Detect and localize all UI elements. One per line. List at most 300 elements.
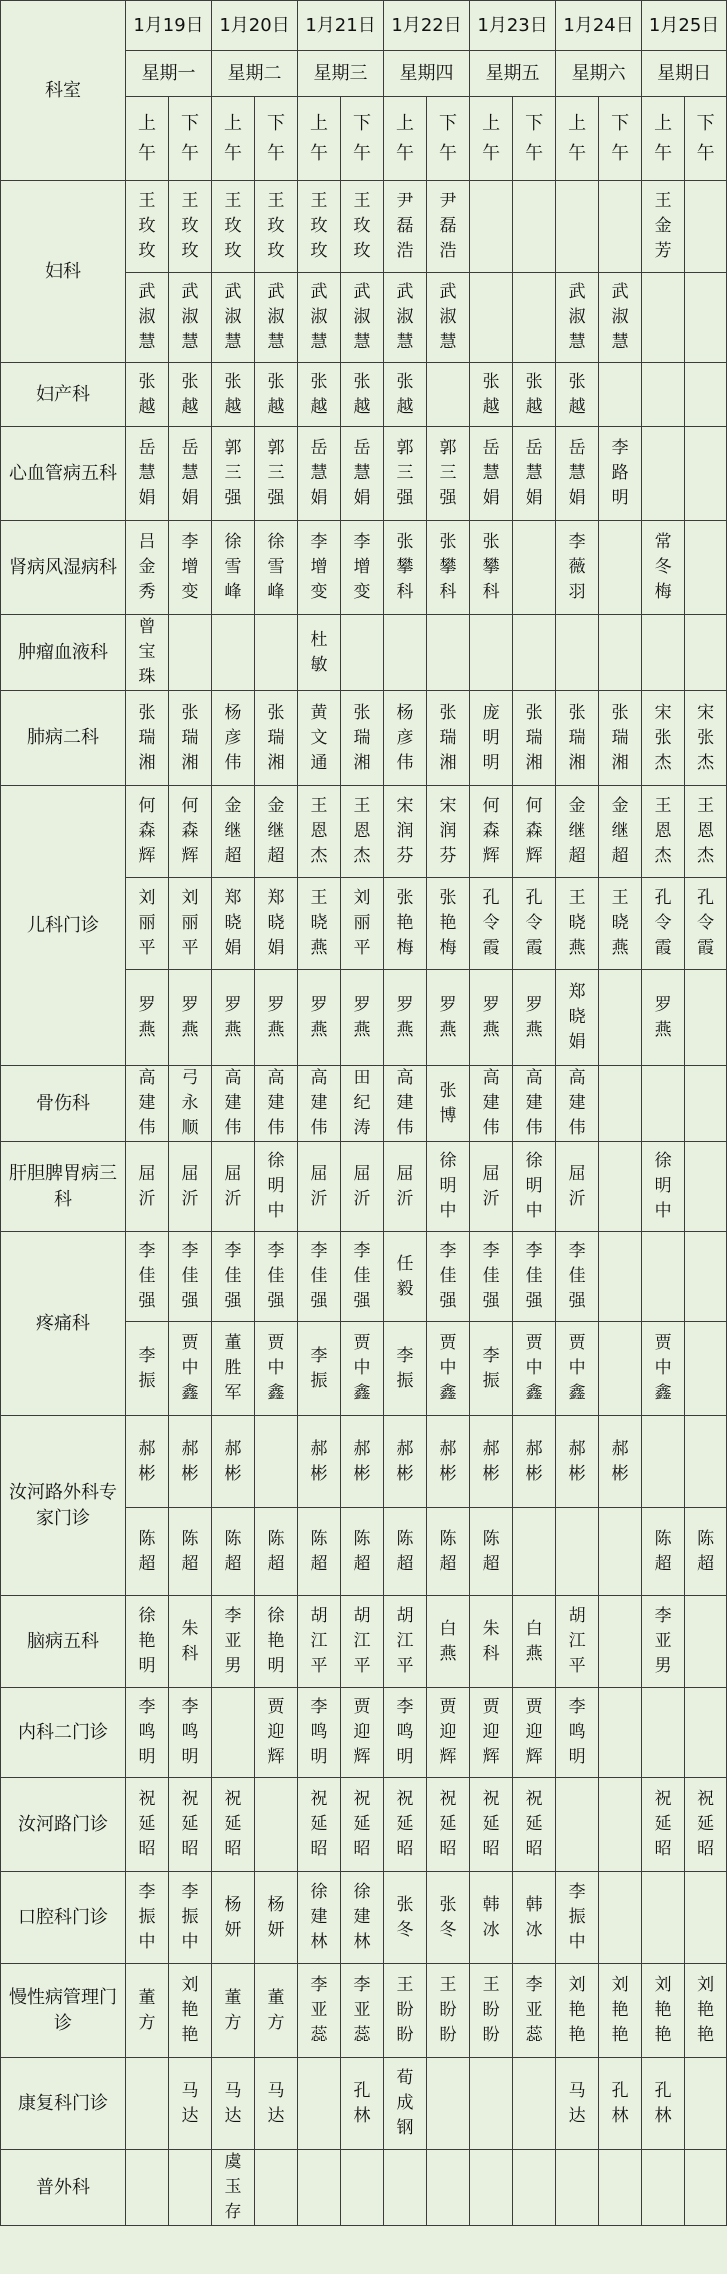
doctor-cell (556, 1508, 599, 1596)
cell-text: 岳慧娟 (310, 438, 328, 508)
cell-text: 贾迎辉 (482, 1697, 500, 1767)
cell-text: 郝彬 (439, 1438, 457, 1484)
doctor-cell (470, 363, 513, 427)
dept-row (1, 1232, 727, 1322)
cell-text: 王玫玫 (181, 191, 199, 261)
dept-name: 汝河路门诊 (1, 1778, 126, 1872)
doctor-cell (255, 878, 298, 970)
cell-text: 陈超 (697, 1528, 715, 1574)
dept-name: 康复科门诊 (1, 2058, 126, 2150)
cell-text: 刘丽平 (353, 888, 371, 958)
dept-name: 心血管病五科 (1, 427, 126, 521)
header-date-row (1, 1, 727, 51)
dept-name: 脑病五科 (1, 1596, 126, 1688)
cell-text: 李佳强 (310, 1241, 328, 1311)
cell-text: 张冬 (439, 1894, 457, 1940)
cell-text: 宋润芬 (439, 796, 457, 866)
doctor-cell (341, 1232, 384, 1322)
cell-text: 王盼盼 (439, 1975, 457, 2045)
dept-header: 科室 (1, 1, 126, 181)
doctor-cell (212, 1416, 255, 1508)
doctor-cell (169, 2058, 212, 2150)
doctor-cell (255, 273, 298, 363)
cell-text: 刘艳艳 (697, 1975, 715, 2045)
cell-text: 贾中鑫 (568, 1333, 586, 1403)
cell-text: 祝延昭 (353, 1789, 371, 1859)
cell-text: 白燕 (439, 1618, 457, 1664)
cell-text: 祝延昭 (482, 1789, 500, 1859)
cell-text: 杨彦伟 (224, 702, 242, 773)
cell-text: 下午 (611, 112, 630, 164)
doctor-cell (513, 1872, 556, 1964)
doctor-cell (341, 786, 384, 878)
doctor-cell (599, 2150, 642, 2226)
doctor-cell (298, 878, 341, 970)
cell-text: 李佳强 (525, 1241, 543, 1311)
doctor-cell (427, 1596, 470, 1688)
doctor-cell (255, 691, 298, 786)
dept-row (1, 1142, 727, 1232)
cell-text: 陈超 (138, 1528, 156, 1574)
dept-row (1, 1872, 727, 1964)
doctor-cell (470, 615, 513, 691)
doctor-cell (255, 970, 298, 1066)
cell-text: 罗燕 (181, 994, 199, 1040)
cell-text: 武淑慧 (568, 282, 586, 352)
am-header (126, 97, 169, 181)
doctor-cell (556, 1066, 599, 1142)
doctor-cell (427, 970, 470, 1066)
doctor-cell (298, 1596, 341, 1688)
date-header: 1月22日 (384, 1, 470, 51)
cell-text: 上午 (138, 112, 156, 164)
doctor-cell (427, 363, 470, 427)
cell-text: 孔林 (654, 2080, 672, 2126)
doctor-cell (341, 1416, 384, 1508)
cell-text: 贾中鑫 (654, 1333, 672, 1403)
doctor-cell (126, 1066, 169, 1142)
cell-text: 高建伟 (138, 1068, 156, 1138)
cell-text: 李路明 (611, 438, 629, 508)
cell-text: 祝延昭 (396, 1789, 414, 1859)
doctor-cell (427, 1142, 470, 1232)
doctor-cell (298, 1232, 341, 1322)
doctor-cell (255, 181, 298, 273)
doctor-cell (212, 2058, 255, 2150)
cell-text: 徐艳明 (138, 1606, 156, 1676)
cell-text: 祝延昭 (439, 1789, 457, 1859)
doctor-cell (470, 273, 513, 363)
doctor-cell (255, 1596, 298, 1688)
doctor-cell (169, 2150, 212, 2226)
doctor-cell (513, 1142, 556, 1232)
doctor-cell (556, 878, 599, 970)
doctor-cell (126, 1778, 169, 1872)
cell-text: 张冬 (396, 1894, 414, 1940)
cell-text: 朱科 (482, 1618, 500, 1664)
cell-text: 王晓燕 (310, 888, 328, 958)
cell-text: 李亚蕊 (525, 1975, 543, 2045)
cell-text: 张攀科 (439, 532, 457, 602)
doctor-cell (685, 691, 727, 786)
dept-row (1, 615, 727, 691)
doctor-cell (470, 1688, 513, 1778)
cell-text: 罗燕 (654, 994, 672, 1040)
cell-text: 陈超 (310, 1528, 328, 1574)
date-header: 1月24日 (556, 1, 642, 51)
doctor-cell (255, 427, 298, 521)
cell-text: 徐明中 (525, 1151, 543, 1221)
cell-text: 杨彦伟 (396, 702, 414, 773)
doctor-cell (169, 1322, 212, 1416)
doctor-cell (126, 1964, 169, 2058)
doctor-cell (427, 1872, 470, 1964)
cell-text: 李佳强 (482, 1241, 500, 1311)
cell-text: 张越 (138, 371, 156, 417)
doctor-cell (384, 1066, 427, 1142)
doctor-cell (599, 1142, 642, 1232)
cell-text: 徐雪峰 (224, 532, 242, 602)
cell-text: 罗燕 (396, 994, 414, 1040)
cell-text: 贾中鑫 (525, 1333, 543, 1403)
doctor-cell (556, 427, 599, 521)
cell-text: 刘艳艳 (611, 1975, 629, 2045)
cell-text: 徐建林 (353, 1882, 371, 1952)
cell-text: 李亚蕊 (353, 1975, 371, 2045)
cell-text: 高建伟 (482, 1068, 500, 1138)
cell-text: 孔令霞 (697, 888, 715, 958)
cell-text: 李亚男 (654, 1606, 672, 1676)
cell-text: 郝彬 (568, 1438, 586, 1484)
doctor-cell (126, 1596, 169, 1688)
cell-text: 张越 (267, 371, 285, 417)
doctor-cell (341, 1322, 384, 1416)
cell-text: 武淑慧 (396, 282, 414, 352)
weekday-header: 星期二 (212, 51, 298, 97)
doctor-cell (685, 970, 727, 1066)
cell-text: 李增变 (353, 532, 371, 602)
doctor-cell (556, 1778, 599, 1872)
cell-text: 胡江平 (310, 1606, 328, 1676)
dept-row (1, 1596, 727, 1688)
cell-text: 庞明明 (482, 702, 500, 773)
cell-text: 武淑慧 (439, 282, 457, 352)
doctor-cell (169, 1596, 212, 1688)
doctor-cell (599, 1964, 642, 2058)
dept-name: 妇产科 (1, 363, 126, 427)
cell-text: 张瑞湘 (611, 702, 629, 773)
cell-text: 陈超 (267, 1528, 285, 1574)
doctor-cell (427, 615, 470, 691)
doctor-cell (685, 1596, 727, 1688)
doctor-cell (513, 521, 556, 615)
cell-text: 贾迎辉 (353, 1697, 371, 1767)
cell-text: 武淑慧 (267, 282, 285, 352)
doctor-cell (513, 786, 556, 878)
doctor-cell (169, 1142, 212, 1232)
doctor-cell (685, 615, 727, 691)
doctor-cell (599, 970, 642, 1066)
doctor-cell (427, 1964, 470, 2058)
cell-text: 张博 (439, 1080, 457, 1126)
cell-text: 郝彬 (482, 1438, 500, 1484)
doctor-cell (470, 427, 513, 521)
doctor-cell (384, 1416, 427, 1508)
doctor-cell (126, 363, 169, 427)
dept-row (1, 181, 727, 273)
cell-text: 贾中鑫 (439, 1333, 457, 1403)
weekday-header: 星期一 (126, 51, 212, 97)
doctor-cell (642, 1688, 685, 1778)
cell-text: 孔令霞 (654, 888, 672, 958)
doctor-cell (599, 521, 642, 615)
doctor-cell (126, 691, 169, 786)
doctor-cell (298, 1872, 341, 1964)
date-header: 1月25日 (642, 1, 727, 51)
doctor-cell (685, 2150, 727, 2226)
cell-text: 祝延昭 (654, 1789, 672, 1859)
cell-text: 董方 (138, 1987, 156, 2033)
cell-text: 白燕 (525, 1618, 543, 1664)
cell-text: 任毅 (396, 1253, 414, 1299)
cell-text: 李振中 (568, 1882, 586, 1952)
doctor-cell (642, 1596, 685, 1688)
dept-name: 普外科 (1, 2150, 126, 2226)
doctor-cell (427, 786, 470, 878)
cell-text: 郭三强 (267, 438, 285, 508)
am-header (556, 97, 599, 181)
doctor-cell (298, 1416, 341, 1508)
doctor-cell (470, 691, 513, 786)
cell-text: 上午 (654, 112, 673, 164)
doctor-cell (212, 1688, 255, 1778)
doctor-cell (642, 1778, 685, 1872)
cell-text: 王盼盼 (482, 1975, 500, 2045)
doctor-cell (642, 273, 685, 363)
doctor-cell (169, 1066, 212, 1142)
doctor-cell (470, 181, 513, 273)
cell-text: 高建伟 (267, 1068, 285, 1138)
doctor-cell (341, 691, 384, 786)
cell-text: 张瑞湘 (181, 702, 199, 773)
doctor-cell (599, 1508, 642, 1596)
pm-header (169, 97, 212, 181)
doctor-cell (427, 2150, 470, 2226)
doctor-cell (427, 181, 470, 273)
doctor-cell (556, 2058, 599, 2150)
cell-text: 宋张杰 (654, 702, 672, 773)
doctor-cell (169, 273, 212, 363)
doctor-cell (599, 786, 642, 878)
cell-text: 王恩杰 (310, 796, 328, 866)
doctor-cell (556, 1232, 599, 1322)
doctor-cell (126, 2150, 169, 2226)
doctor-cell (642, 1142, 685, 1232)
dept-row (1, 1964, 727, 2058)
cell-text: 郭三强 (439, 438, 457, 508)
cell-text: 李佳强 (439, 1241, 457, 1311)
doctor-cell (169, 1688, 212, 1778)
doctor-cell (685, 1232, 727, 1322)
cell-text: 李鸣明 (138, 1697, 156, 1767)
doctor-cell (212, 427, 255, 521)
doctor-cell (513, 1322, 556, 1416)
doctor-cell (298, 1688, 341, 1778)
doctor-cell (685, 878, 727, 970)
doctor-cell (642, 2058, 685, 2150)
cell-text: 宋张杰 (697, 702, 715, 773)
doctor-cell (685, 273, 727, 363)
doctor-cell (470, 521, 513, 615)
cell-text: 尹磊浩 (396, 191, 414, 261)
doctor-cell (642, 521, 685, 615)
cell-text: 岳慧娟 (353, 438, 371, 508)
doctor-cell (255, 521, 298, 615)
cell-text: 徐建林 (310, 1882, 328, 1952)
cell-text: 郝彬 (138, 1438, 156, 1484)
doctor-cell (599, 615, 642, 691)
cell-text: 李增变 (181, 532, 199, 602)
doctor-cell (255, 1322, 298, 1416)
cell-text: 高建伟 (525, 1068, 543, 1138)
cell-text: 下午 (525, 112, 544, 164)
doctor-cell (556, 970, 599, 1066)
cell-text: 张瑞湘 (267, 702, 285, 773)
doctor-cell (126, 2058, 169, 2150)
doctor-cell (126, 1322, 169, 1416)
cell-text: 上午 (310, 112, 329, 164)
cell-text: 金继超 (224, 796, 242, 866)
doctor-cell (169, 878, 212, 970)
cell-text: 李振 (482, 1345, 500, 1391)
doctor-cell (513, 1232, 556, 1322)
cell-text: 马达 (267, 2080, 285, 2126)
doctor-cell (298, 786, 341, 878)
doctor-cell (642, 1066, 685, 1142)
doctor-cell (384, 427, 427, 521)
dept-name: 疼痛科 (1, 1232, 126, 1416)
cell-text: 张瑞湘 (568, 702, 586, 773)
cell-text: 宋润芬 (396, 796, 414, 866)
cell-text: 郝彬 (396, 1438, 414, 1484)
doctor-cell (556, 691, 599, 786)
cell-text: 陈超 (181, 1528, 199, 1574)
dept-row (1, 691, 727, 786)
cell-text: 常冬梅 (654, 532, 672, 602)
doctor-cell (384, 1872, 427, 1964)
doctor-cell (685, 2058, 727, 2150)
cell-text: 王恩杰 (697, 796, 715, 866)
dept-row (1, 1688, 727, 1778)
cell-text: 贾中鑫 (353, 1333, 371, 1403)
doctor-cell (384, 1232, 427, 1322)
cell-text: 贾中鑫 (267, 1333, 285, 1403)
cell-text: 李佳强 (267, 1241, 285, 1311)
am-header (212, 97, 255, 181)
cell-text: 董胜军 (224, 1333, 242, 1403)
doctor-cell (642, 615, 685, 691)
cell-text: 李振 (138, 1345, 156, 1391)
dept-row (1, 1066, 727, 1142)
doctor-cell (384, 1596, 427, 1688)
doctor-cell (255, 1142, 298, 1232)
weekday-header: 星期四 (384, 51, 470, 97)
cell-text: 下午 (696, 112, 715, 164)
cell-text: 李鸣明 (568, 1697, 586, 1767)
cell-text: 贾迎辉 (267, 1697, 285, 1767)
dept-name: 口腔科门诊 (1, 1872, 126, 1964)
cell-text: 黄文通 (310, 702, 328, 773)
doctor-cell (599, 273, 642, 363)
cell-text: 陈超 (396, 1528, 414, 1574)
cell-text: 王玫玫 (138, 191, 156, 261)
doctor-cell (384, 181, 427, 273)
doctor-cell (212, 273, 255, 363)
doctor-cell (169, 1508, 212, 1596)
cell-text: 王玫玫 (267, 191, 285, 261)
dept-row (1, 2058, 727, 2150)
doctor-cell (384, 1142, 427, 1232)
cell-text: 张艳梅 (396, 888, 414, 958)
doctor-cell (384, 521, 427, 615)
cell-text: 张越 (568, 371, 586, 417)
dept-name: 内科二门诊 (1, 1688, 126, 1778)
doctor-cell (470, 1964, 513, 2058)
cell-text: 高建伟 (396, 1068, 414, 1138)
doctor-cell (513, 1688, 556, 1778)
cell-text: 陈超 (482, 1528, 500, 1574)
cell-text: 董方 (267, 1987, 285, 2033)
cell-text: 李振中 (138, 1882, 156, 1952)
doctor-cell (427, 691, 470, 786)
cell-text: 张瑞湘 (525, 702, 543, 773)
doctor-cell (298, 1142, 341, 1232)
doctor-cell (298, 615, 341, 691)
doctor-cell (341, 1872, 384, 1964)
doctor-cell (599, 1322, 642, 1416)
cell-text: 罗燕 (482, 994, 500, 1040)
cell-text: 李佳强 (568, 1241, 586, 1311)
doctor-cell (685, 1688, 727, 1778)
cell-text: 刘艳艳 (181, 1975, 199, 2045)
doctor-cell (212, 691, 255, 786)
cell-text: 张攀科 (482, 532, 500, 602)
doctor-cell (513, 970, 556, 1066)
pm-header (255, 97, 298, 181)
doctor-cell (384, 273, 427, 363)
doctor-cell (599, 691, 642, 786)
doctor-cell (513, 273, 556, 363)
cell-text: 徐明中 (267, 1151, 285, 1221)
cell-text: 刘艳艳 (568, 1975, 586, 2045)
cell-text: 屈沂 (138, 1163, 156, 1209)
doctor-cell (212, 1142, 255, 1232)
cell-text: 李佳强 (138, 1241, 156, 1311)
doctor-cell (685, 1416, 727, 1508)
doctor-cell (298, 181, 341, 273)
cell-text: 王恩杰 (353, 796, 371, 866)
doctor-cell (556, 1964, 599, 2058)
cell-text: 陈超 (654, 1528, 672, 1574)
cell-text: 刘艳艳 (654, 1975, 672, 2045)
doctor-cell (470, 1596, 513, 1688)
doctor-cell (341, 1778, 384, 1872)
dept-name: 儿科门诊 (1, 786, 126, 1066)
cell-text: 徐雪峰 (267, 532, 285, 602)
am-header (384, 97, 427, 181)
cell-text: 马达 (181, 2080, 199, 2126)
doctor-cell (513, 1778, 556, 1872)
